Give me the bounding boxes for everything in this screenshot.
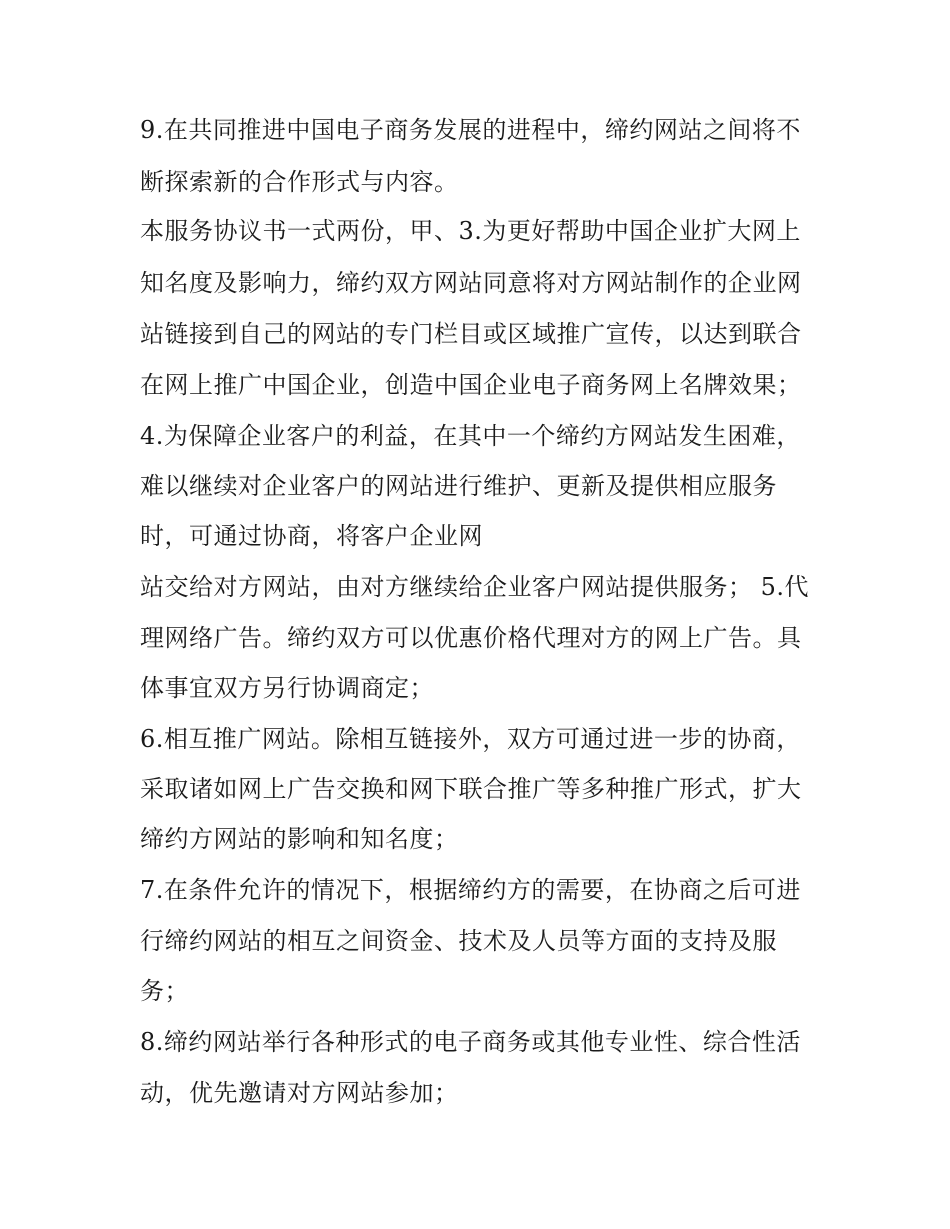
text-line: 断探索新的合作形式与内容。 — [140, 168, 459, 196]
text-line: 站链接到自己的网站的专门栏目或区域推广宣传，以达到联合 — [140, 320, 802, 348]
text-line: 难以继续对企业客户的网站进行维护、更新及提供相应服务 — [140, 472, 777, 500]
text-line: 本服务协议书一式两份，甲、3.为更好帮助中国企业扩大网上 — [140, 217, 801, 245]
text-line: 理网络广告。缔约双方可以优惠价格代理对方的网上广告。具 — [140, 624, 802, 652]
text-line: 务； — [140, 977, 189, 1005]
text-line: 9.在共同推进中国电子商务发展的进程中，缔约网站之间将不 — [140, 116, 801, 144]
text-line: 站交给对方网站，由对方继续给企业客户网站提供服务； 5.代 — [140, 573, 810, 601]
text-line: 时，可通过协商，将客户企业网 — [140, 522, 483, 550]
text-line: 在网上推广中国企业，创造中国企业电子商务网上名牌效果； — [140, 371, 802, 399]
text-line: 4.为保障企业客户的利益，在其中一个缔约方网站发生困难， — [140, 422, 801, 450]
text-line: 动，优先邀请对方网站参加； — [140, 1079, 459, 1107]
text-line: 行缔约网站的相互之间资金、技术及人员等方面的支持及服 — [140, 927, 777, 955]
text-line: 知名度及影响力，缔约双方网站同意将对方网站制作的企业网 — [140, 269, 802, 297]
text-line: 缔约方网站的影响和知名度； — [140, 825, 459, 853]
text-line: 采取诸如网上广告交换和网下联合推广等多种推广形式，扩大 — [140, 775, 802, 803]
text-line: 8.缔约网站举行各种形式的电子商务或其他专业性、综合性活 — [140, 1028, 801, 1056]
text-line: 6.相互推广网站。除相互链接外，双方可通过进一步的协商， — [140, 725, 801, 753]
text-line: 7.在条件允许的情况下，根据缔约方的需要，在协商之后可进 — [140, 876, 801, 904]
text-line: 体事宜双方另行协调商定； — [140, 674, 434, 702]
